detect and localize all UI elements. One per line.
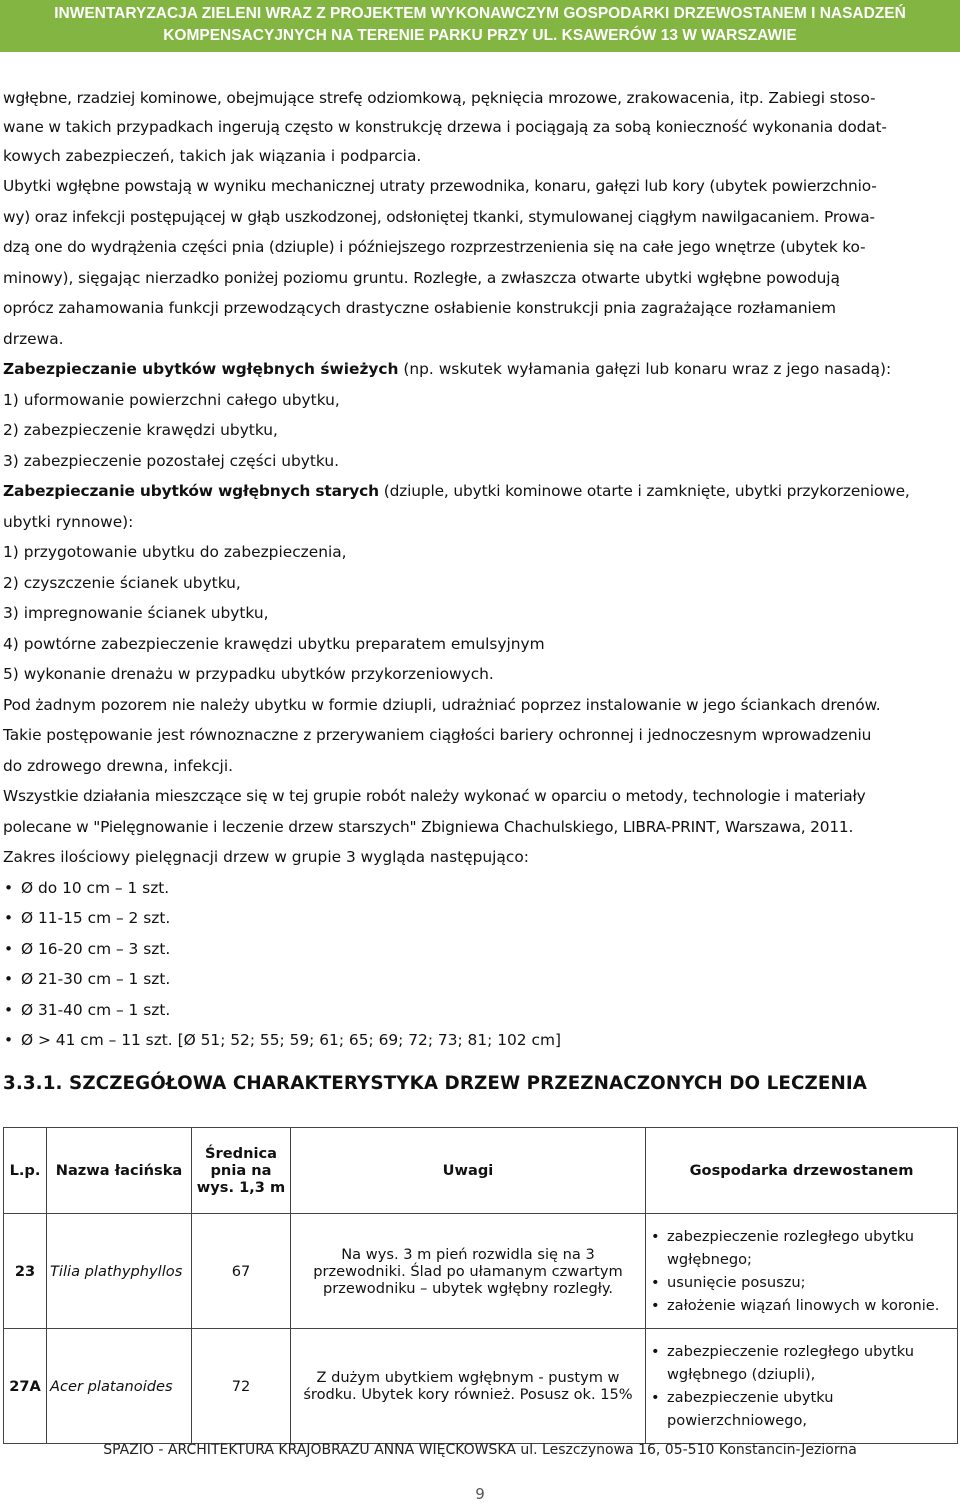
list-item bbox=[3, 964, 957, 995]
list-item bbox=[3, 995, 957, 1026]
old-heading-line bbox=[3, 476, 957, 507]
list-item: 1) uformowanie powierzchni całego ubytku, bbox=[3, 390, 340, 409]
table-row bbox=[4, 1329, 958, 1444]
list-item: • zabezpieczenie rozległego ubytku wgłębnego; bbox=[649, 1225, 954, 1271]
list-item bbox=[3, 903, 957, 934]
paragraph-ubytki bbox=[3, 171, 957, 354]
section-old-cavities bbox=[3, 476, 957, 690]
management-list bbox=[649, 1225, 954, 1317]
document-body bbox=[3, 84, 957, 1056]
text-line: drzewa. bbox=[3, 329, 64, 348]
bullet-icon: • bbox=[4, 909, 14, 927]
fresh-heading-line bbox=[3, 354, 957, 385]
list-item: 3) zabezpieczenie pozostałej części ubytku. bbox=[3, 451, 340, 470]
page-header bbox=[0, 0, 960, 52]
section-fresh-cavities bbox=[3, 354, 957, 476]
header-diameter: Średnica pnia na wys. 1,3 m bbox=[192, 1128, 291, 1214]
list-item: 2) zabezpieczenie krawędzi ubytku, bbox=[3, 421, 278, 439]
list-item: 2) czyszczenie ścianek ubytku, bbox=[3, 573, 241, 592]
cell-lp: 27A bbox=[4, 1329, 47, 1444]
text-line: Zakres ilościowy pielęgnacji drzew w grupie 3 wygląda następująco: bbox=[3, 848, 529, 866]
list-item: • zabezpieczenie ubytku powierzchniowego, bbox=[649, 1386, 954, 1432]
list-item: • usunięcie posuszu; bbox=[649, 1271, 954, 1294]
text-line: Pod żadnym pozorem nie należy ubytku w formie dziupli, udrażniać poprzez instalowanie w jego ściankach drenów. bbox=[3, 695, 881, 714]
list-item bbox=[3, 934, 957, 965]
header-title-line-2: KOMPENSACYJNYCH NA TERENIE PARKU PRZY UL. KSAWERÓW 13 W WARSZAWIE bbox=[163, 27, 797, 44]
list-item: • zabezpieczenie rozległego ubytku wgłębnego (dziupli), bbox=[649, 1340, 954, 1386]
fresh-heading-bold: Zabezpieczanie ubytków wgłębnych świeżych bbox=[3, 360, 399, 378]
cell-management bbox=[646, 1214, 958, 1329]
list-item-text: Ø 31-40 cm – 1 szt. bbox=[21, 1000, 171, 1019]
paragraph-dreny bbox=[3, 690, 957, 782]
fresh-heading-rest: (np. wskutek wyłamania gałęzi lub konaru wraz z jego nasadą): bbox=[398, 360, 892, 378]
table-header-row bbox=[4, 1128, 958, 1214]
list-item-text: Ø 11-15 cm – 2 szt. bbox=[21, 909, 171, 927]
zakres-list bbox=[3, 873, 957, 1056]
old-heading-rest-2: ubytki rynnowe): bbox=[3, 512, 134, 531]
text-line: oprócz zahamowania funkcji przewodzących drastyczne osłabienie konstrukcji pnia zagrażające rozłamaniem bbox=[3, 299, 836, 317]
list-item-text: Ø 21-30 cm – 1 szt. bbox=[21, 970, 171, 988]
text-line: minowy), sięgając nierzadko poniżej poziomu gruntu. Rozległe, a zwłaszcza otwarte ubytki wgłębne powodują bbox=[3, 268, 840, 287]
header-title-line-1: INWENTARYZACJA ZIELENI WRAZ Z PROJEKTEM WYKONAWCZYM GOSPODARKI DRZEWOSTANEM I NASADZEŃ bbox=[54, 5, 906, 22]
page-number: 9 bbox=[475, 1485, 485, 1503]
cell-notes: Z dużym ubytkiem wgłębnym - pustym w środku. Ubytek kory również. Posusz ok. 15% bbox=[291, 1329, 646, 1444]
old-heading-rest: (dziuple, ubytki kominowe otarte i zamknięte, ubytki przykorzeniowe, bbox=[378, 482, 910, 500]
cell-diameter: 67 bbox=[192, 1214, 291, 1329]
list-item: 5) wykonanie drenażu w przypadku ubytków przykorzeniowych. bbox=[3, 665, 494, 683]
bullet-icon: • bbox=[4, 1031, 14, 1049]
text-line: Ubytki wgłębne powstają w wyniku mechanicznej utraty przewodnika, konaru, gałęzi lub kory (ubytek powierzchnio- bbox=[3, 177, 877, 195]
bullet-icon: • bbox=[4, 878, 14, 897]
zakres-intro bbox=[3, 842, 957, 873]
old-heading-bold: Zabezpieczanie ubytków wgłębnych starych bbox=[3, 482, 379, 500]
table-row bbox=[4, 1214, 958, 1329]
trees-table bbox=[3, 1127, 958, 1444]
text-line: wy) oraz infekcji postępującej w głąb uszkodzonej, odsłoniętej tkanki, stymulowanej ciągłym nawilgacaniem. Prowa- bbox=[3, 207, 875, 226]
list-item: 4) powtórne zabezpieczenie krawędzi ubytku preparatem emulsyjnym bbox=[3, 634, 545, 653]
paragraph-intro bbox=[3, 84, 957, 171]
section-heading: 3.3.1. SZCZEGÓŁOWA CHARAKTERYSTYKA DRZEW PRZEZNACZONYCH DO LECZENIA bbox=[3, 1073, 868, 1094]
bullet-icon: • bbox=[4, 970, 14, 988]
list-item bbox=[3, 1025, 957, 1056]
cell-diameter: 72 bbox=[192, 1329, 291, 1444]
text-line: dzą one do wydrążenia części pnia (dziuple) i późniejszego rozprzestrzenienia się na całe jego wnętrze (ubytek ko- bbox=[3, 238, 866, 256]
text-line: kowych zabezpieczeń, takich jak wiązania i podparcia. bbox=[3, 147, 422, 165]
list-item: • założenie wiązań linowych w koronie. bbox=[649, 1294, 954, 1317]
text-line: Takie postępowanie jest równoznaczne z przerywaniem ciągłości bariery ochronnej i jednoczesnym wprowadzeniu bbox=[3, 726, 872, 744]
list-item-text: Ø > 41 cm – 11 szt. [Ø 51; 52; 55; 59; 61; 65; 69; 72; 73; 81; 102 cm] bbox=[21, 1031, 561, 1049]
cell-lp: 23 bbox=[4, 1214, 47, 1329]
cell-latin-name: Acer platanoides bbox=[47, 1329, 192, 1444]
text-line: do zdrowego drewna, infekcji. bbox=[3, 756, 233, 775]
cell-management bbox=[646, 1329, 958, 1444]
text-line: wgłębne, rzadziej kominowe, obejmujące strefę odziomkową, pęknięcia mrozowe, zrakowacenia, itp. Zabiegi stoso- bbox=[3, 89, 876, 107]
list-item bbox=[3, 873, 957, 904]
list-item-text: Ø do 10 cm – 1 szt. bbox=[21, 878, 170, 897]
header-lp: L.p. bbox=[4, 1128, 47, 1214]
text-line: polecane w "Pielęgnowanie i leczenie drzew starszych" Zbigniewa Chachulskiego, LIBRA-PRINT, Warszawa, 2011. bbox=[3, 817, 854, 836]
bullet-icon: • bbox=[4, 1000, 14, 1019]
paragraph-metody bbox=[3, 781, 957, 842]
header-latin-name: Nazwa łacińska bbox=[47, 1128, 192, 1214]
header-notes: Uwagi bbox=[291, 1128, 646, 1214]
management-list bbox=[649, 1340, 954, 1432]
bullet-icon: • bbox=[4, 939, 14, 958]
cell-notes: Na wys. 3 m pień rozwidla się na 3 przewodniki. Ślad po ułamanym czwartym przewodniku – ubytek wgłębny rozległy. bbox=[291, 1214, 646, 1329]
cell-latin-name: Tilia plathyphyllos bbox=[47, 1214, 192, 1329]
text-line: wane w takich przypadkach ingerują często w konstrukcję drzewa i pociągają za sobą konieczność wykonania dodat- bbox=[3, 118, 887, 136]
header-management: Gospodarka drzewostanem bbox=[646, 1128, 958, 1214]
list-item: 3) impregnowanie ścianek ubytku, bbox=[3, 604, 269, 622]
list-item-text: Ø 16-20 cm – 3 szt. bbox=[21, 939, 171, 958]
page-footer: SPAZIO - ARCHITEKTURA KRAJOBRAZU ANNA WIĘCKOWSKA ul. Leszczynowa 16, 05-510 Konstancin-Jeziorna bbox=[103, 1442, 857, 1458]
list-item: 1) przygotowanie ubytku do zabezpieczenia, bbox=[3, 543, 347, 561]
text-line: Wszystkie działania mieszczące się w tej grupie robót należy wykonać w oparciu o metody, technologie i materiały bbox=[3, 787, 866, 805]
